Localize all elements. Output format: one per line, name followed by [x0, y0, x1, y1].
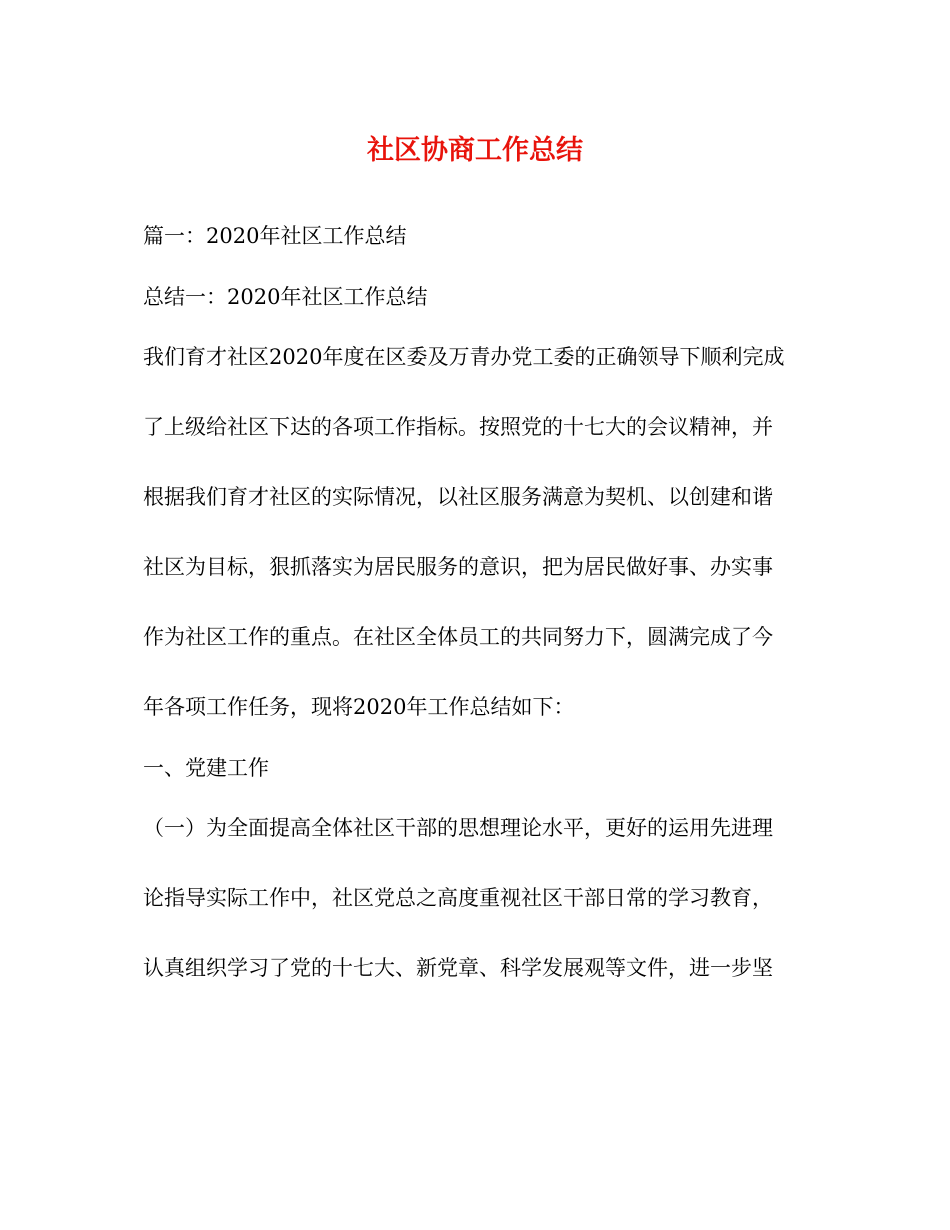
- body-line: （一）为全面提高全体社区干部的思想理论水平，更好的运用先进理: [143, 816, 773, 840]
- body-line: 年各项工作任务，现将2020年工作总结如下：: [143, 695, 575, 719]
- section-heading-part-one: 篇一：2020年社区工作总结: [143, 224, 407, 248]
- summary-heading: 总结一：2020年社区工作总结: [143, 285, 428, 309]
- body-line: 根据我们育才社区的实际情况，以社区服务满意为契机、以创建和谐: [143, 485, 773, 509]
- document-title: 社区协商工作总结: [367, 135, 583, 166]
- body-line: 我们育才社区2020年度在区委及万青办党工委的正确领导下顺利完成: [143, 345, 785, 369]
- body-line: 论指导实际工作中，社区党总之高度重视社区干部日常的学习教育，: [143, 886, 773, 910]
- section-heading-party-building: 一、党建工作: [143, 756, 269, 780]
- body-line: 作为社区工作的重点。在社区全体员工的共同努力下，圆满完成了今: [143, 625, 773, 649]
- body-line: 认真组织学习了党的十七大、新党章、科学发展观等文件，进一步坚: [143, 956, 773, 980]
- body-line: 社区为目标，狠抓落实为居民服务的意识，把为居民做好事、办实事: [143, 555, 773, 579]
- body-line: 了上级给社区下达的各项工作指标。按照党的十七大的会议精神，并: [143, 415, 773, 439]
